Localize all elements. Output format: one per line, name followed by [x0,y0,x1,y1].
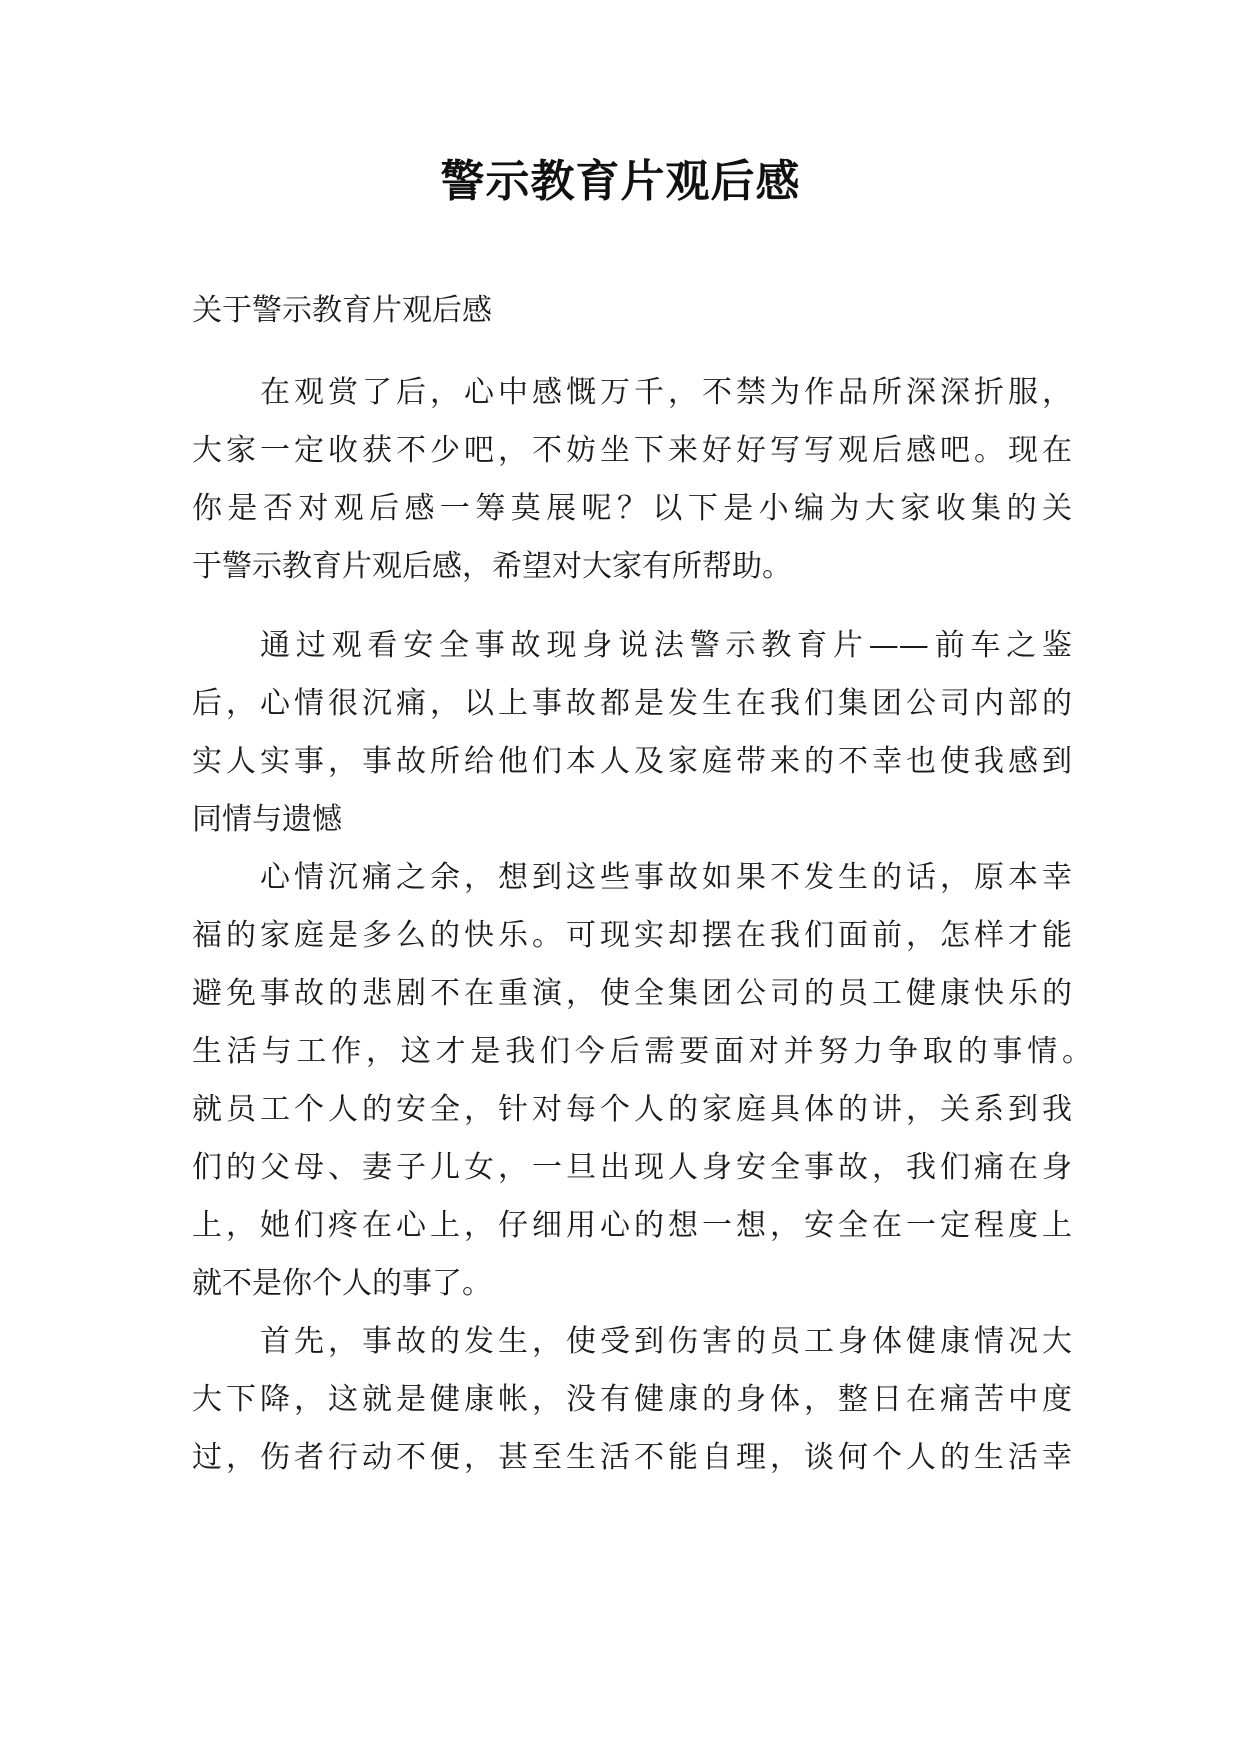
document-subtitle: 关于警示教育片观后感 [192,293,492,328]
text-line: 就不是你个人的事了。 [192,1266,492,1301]
text-line: 首先，事故的发生，使受到伤害的员工身体健康情况大 [260,1324,1072,1359]
text-line: 避免事故的悲剧不在重演，使全集团公司的员工健康快乐的 [192,976,1072,1011]
text-line: 上，她们疼在心上，仔细用心的想一想，安全在一定程度上 [192,1208,1072,1243]
text-line: 们的父母、妻子儿女，一旦出现人身安全事故，我们痛在身 [192,1150,1072,1185]
text-line: 福的家庭是多么的快乐。可现实却摆在我们面前，怎样才能 [192,918,1072,953]
text-line: 后，心情很沉痛，以上事故都是发生在我们集团公司内部的 [192,686,1072,721]
page-title: 警示教育片观后感 [440,156,801,207]
text-line: 大家一定收获不少吧，不妨坐下来好好写写观后感吧。现在 [192,433,1072,468]
text-line: 过，伤者行动不便，甚至生活不能自理，谈何个人的生活幸 [192,1440,1072,1475]
text-line: 实人实事，事故所给他们本人及家庭带来的不幸也使我感到 [192,744,1072,779]
text-line: 生活与工作，这才是我们今后需要面对并努力争取的事情。 [192,1034,1092,1069]
text-line: 于警示教育片观后感，希望对大家有所帮助。 [192,549,792,584]
body-text [192,617,1092,1487]
text-line: 通过观看安全事故现身说法警示教育片——前车之鉴 [260,628,1072,663]
text-line: 你是否对观后感一筹莫展呢？以下是小编为大家收集的关 [192,491,1072,526]
text-line: 大下降，这就是健康帐，没有健康的身体，整日在痛苦中度 [192,1382,1072,1417]
intro-paragraph [192,364,1072,596]
text-line: 心情沉痛之余，想到这些事故如果不发生的话，原本幸 [260,860,1072,895]
text-line: 就员工个人的安全，针对每个人的家庭具体的讲，关系到我 [192,1092,1072,1127]
text-line: 在观赏了后，心中感慨万千，不禁为作品所深深折服， [260,375,1072,410]
text-line: 同情与遗憾 [192,802,342,837]
